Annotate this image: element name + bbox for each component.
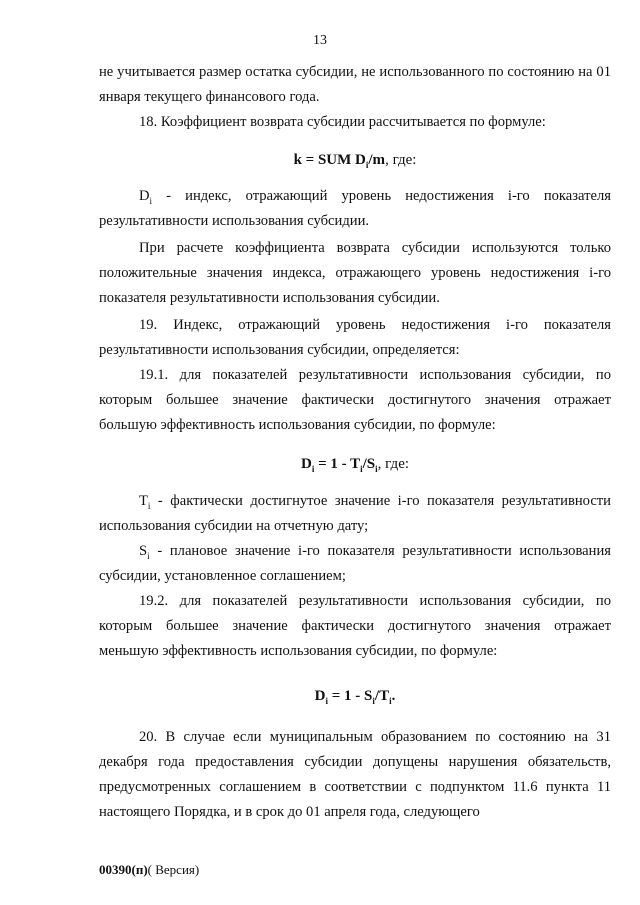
paragraph-19-1: 19.1. для показателей результативности использования субсидии, по которым большее значение фактически достигнутого значения отражает большую эффективность использования субсидии, по формуле:: [99, 367, 611, 433]
definition-si: $S_i$ - плановое значение i-го показателя результативности использования субсидии, установленное соглашением;: [99, 543, 611, 584]
formula-coefficient: k = SUM $D_i/m$, где:: [293, 152, 417, 170]
document-footer: [99, 862, 199, 878]
document-body: [99, 60, 611, 825]
paragraph-18: 18. Коэффициент возврата субсидии рассчитывается по формуле:: [139, 114, 546, 130]
paragraph-positive-values: При расчете коэффициента возврата субсидии используются только положительные значения индекса, отражающего уровень недостижения i-го показателя результативности использования субсидии.: [99, 240, 611, 306]
paragraph-19: 19. Индекс, отражающий уровень недостижения i-го показателя результативности использования субсидии, определяется:: [99, 317, 611, 358]
definition-ti: $T_i$ - фактически достигнутое значение i-го показателя результативности использования субсидии на отчетную дату;: [99, 493, 611, 534]
paragraph-continuation: не учитывается размер остатка субсидии, не использованного по состоянию на 01 января текущего финансового года.: [99, 64, 611, 105]
formula-index-1: $D_i = 1 - T_i/S_i$, где:: [300, 456, 410, 474]
document-version: ( Версия): [147, 862, 200, 877]
formula-index-2: $D_i = 1 - S_i/T_i$.: [314, 688, 396, 706]
paragraph-20: 20. В случае если муниципальным образованием по состоянию на 31 декабря года предоставления субсидии допущены нарушения обязательств, предусмотренных соглашением в соответствии с подпунктом 11.6 пункта 11 настоящего Порядка, и в срок до 01 апреля года, следующего: [99, 729, 611, 820]
paragraph-19-2: 19.2. для показателей результативности использования субсидии, по которым большее значение фактически достигнутого значения отражает меньшую эффективность использования субсидии, по формуле:: [99, 593, 611, 659]
definition-di: $D_i$ - индекс, отражающий уровень недостижения i-го показателя результативности использования субсидии.: [99, 188, 611, 229]
document-code: 00390(п): [99, 862, 148, 877]
page-number: 13: [313, 33, 327, 48]
